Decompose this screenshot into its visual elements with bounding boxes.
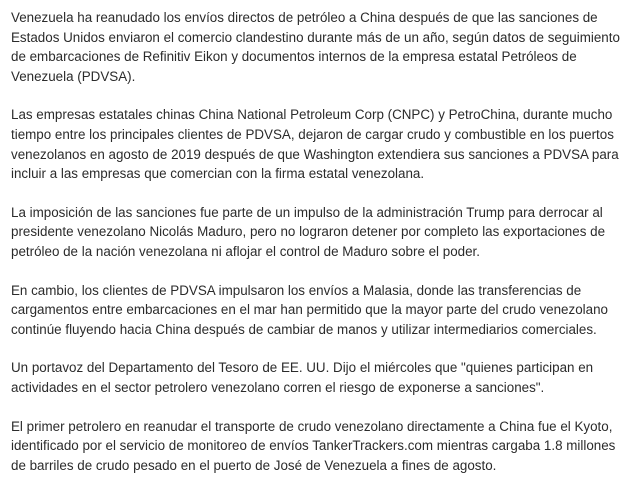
article-paragraph-1: Venezuela ha reanudado los envíos directos de petróleo a China después de que las sanciones de Estados Unidos enviaron el comercio clandestino durante más de un año, según datos de seguimiento de embarcaciones de Refinitiv Eikon y documentos internos de la empresa estatal Petróleos de Venezuela (PDVSA). xyxy=(11,10,620,84)
article-paragraph-5: Un portavoz del Departamento del Tesoro de EE. UU. Dijo el miércoles que "quienes participan en actividades en el sector petrolero venezolano corren el riesgo de exponerse a sanciones". xyxy=(11,360,594,395)
article-paragraph-2: Las empresas estatales chinas China National Petroleum Corp (CNPC) y PetroChina, durante mucho tiempo entre los principales clientes de PDVSA, dejaron de cargar crudo y combustible en los puertos venezolanos en agosto de 2019 después de que Washington extendiera sus sanciones a PDVSA para incluir a las empresas que comercian con la firma estatal venezolana. xyxy=(11,107,619,182)
article-paragraph-4: En cambio, los clientes de PDVSA impulsaron los envíos a Malasia, donde las transferencias de cargamentos entre embarcaciones en el mar han permitido que la mayor parte del crudo venezolano continúe fluyendo hacia China después de cambiar de manos y utilizar intermediarios comerciales. xyxy=(11,282,608,337)
article-paragraph-3: La imposición de las sanciones fue parte de un impulso de la administración Trump para derrocar al presidente venezolano Nicolás Maduro, pero no lograron detener por completo las exportaciones de petróleo de la nación venezolana ni aflojar el control de Maduro sobre el poder. xyxy=(11,204,606,259)
article-paragraph-6: El primer petrolero en reanudar el transporte de crudo venezolano directamente a China fue el Kyoto, identificado por el servicio de monitoreo de envíos TankerTrackers.com mientras cargaba 1.8 millones de barriles de crudo pesado en el puerto de José de Venezuela a fines de agosto. xyxy=(11,418,616,473)
